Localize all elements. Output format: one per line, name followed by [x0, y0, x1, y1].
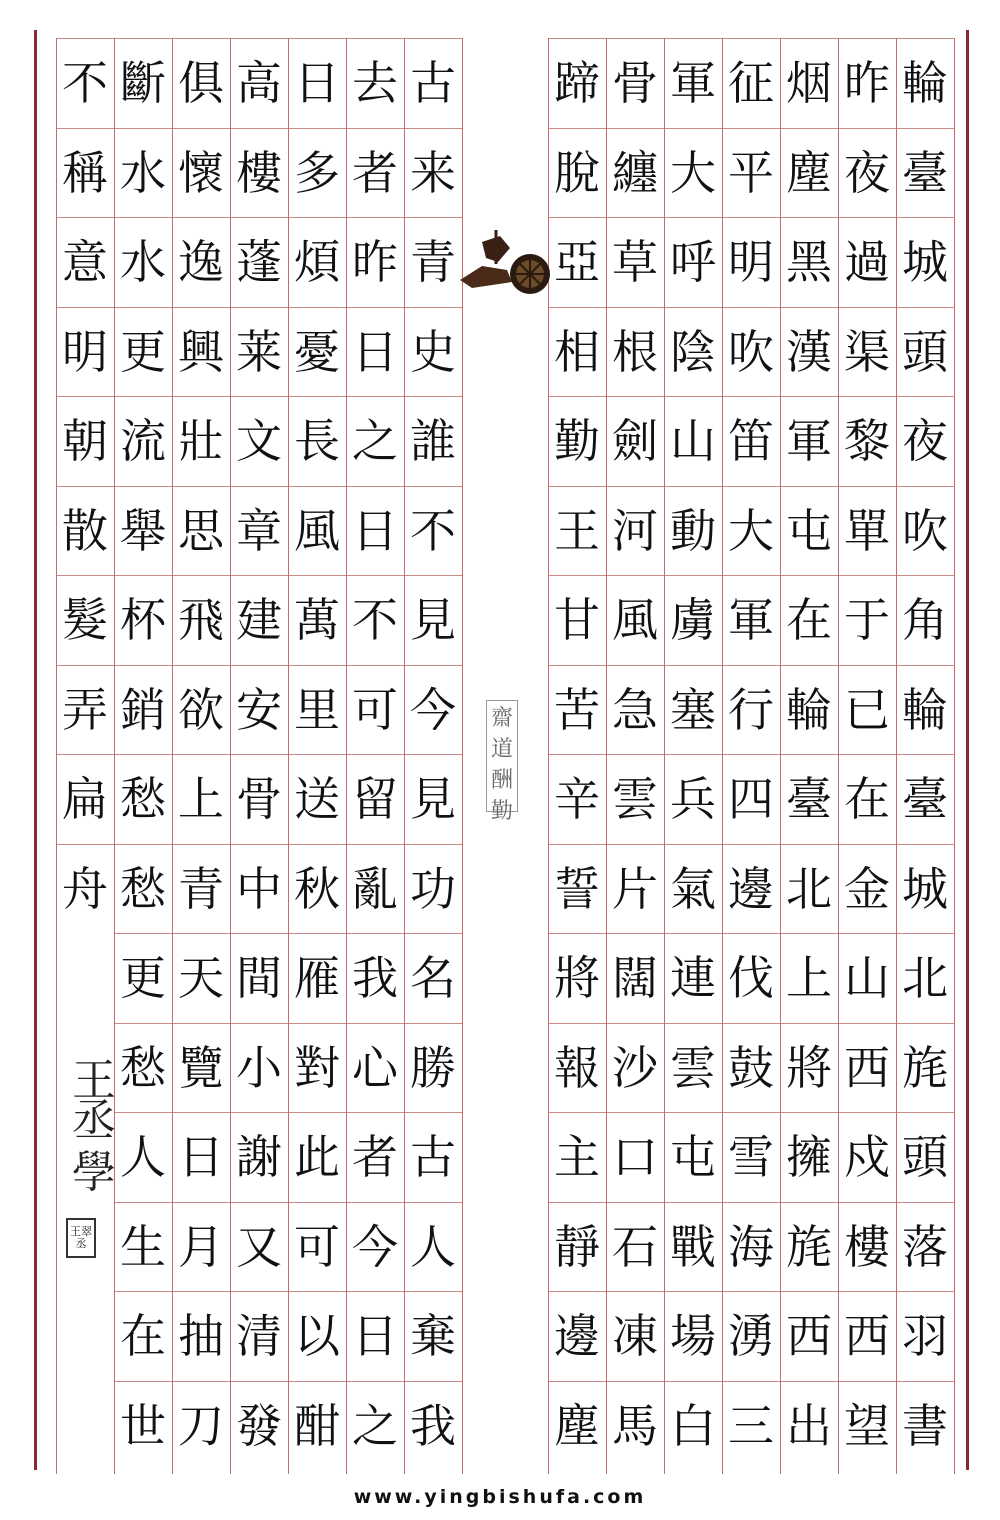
right-char: 根 — [606, 307, 664, 396]
left-char: 覽 — [172, 1023, 230, 1112]
left-char: 朝 — [56, 396, 114, 485]
left-char: 更 — [114, 307, 172, 396]
right-char: 場 — [664, 1291, 722, 1380]
left-column-2 — [346, 38, 404, 1474]
right-char: 漢 — [780, 307, 838, 396]
left-char: 之 — [346, 396, 404, 485]
right-char: 征 — [722, 38, 780, 127]
signature-char-1: 王 — [72, 1055, 116, 1106]
right-char: 西 — [838, 1291, 896, 1380]
right-char: 海 — [722, 1202, 780, 1291]
right-grid-line — [664, 38, 665, 1474]
left-char: 舉 — [114, 486, 172, 575]
left-char: 不 — [346, 575, 404, 664]
right-column-2 — [838, 38, 896, 1474]
left-char: 刀 — [172, 1381, 230, 1470]
left-char: 壯 — [172, 396, 230, 485]
left-char: 安 — [230, 665, 288, 754]
left-char: 思 — [172, 486, 230, 575]
left-char: 見 — [404, 754, 462, 843]
left-char: 愁 — [114, 1023, 172, 1112]
right-char: 臺 — [896, 754, 954, 843]
left-column-3 — [288, 38, 346, 1474]
left-char: 飛 — [172, 575, 230, 664]
left-char: 樓 — [230, 128, 288, 217]
right-char: 勤 — [548, 396, 606, 485]
right-char: 辛 — [548, 754, 606, 843]
right-char: 主 — [548, 1112, 606, 1201]
left-char: 誰 — [404, 396, 462, 485]
left-char: 名 — [404, 933, 462, 1022]
footer-url[interactable]: www.yingbishufa.com — [353, 1486, 647, 1508]
right-char: 樓 — [838, 1202, 896, 1291]
right-column-5 — [664, 38, 722, 1474]
right-char: 草 — [606, 217, 664, 306]
left-grid-line — [288, 38, 289, 1474]
left-char: 杯 — [114, 575, 172, 664]
right-char: 金 — [838, 844, 896, 933]
left-char: 愁 — [114, 844, 172, 933]
right-char: 屯 — [664, 1112, 722, 1201]
left-char: 風 — [288, 486, 346, 575]
left-char: 心 — [346, 1023, 404, 1112]
right-char: 誓 — [548, 844, 606, 933]
center-seal — [486, 700, 518, 824]
right-char: 城 — [896, 844, 954, 933]
left-char: 日 — [346, 307, 404, 396]
right-char: 黎 — [838, 396, 896, 485]
right-char: 劍 — [606, 396, 664, 485]
right-char: 雲 — [664, 1023, 722, 1112]
right-char: 城 — [896, 217, 954, 306]
right-char: 明 — [722, 217, 780, 306]
right-char: 落 — [896, 1202, 954, 1291]
right-char: 白 — [664, 1381, 722, 1470]
left-char: 去 — [346, 38, 404, 127]
right-char: 輪 — [896, 38, 954, 127]
left-char: 日 — [346, 1291, 404, 1380]
left-char: 以 — [288, 1291, 346, 1380]
right-grid-line — [954, 38, 955, 1474]
right-char: 笛 — [722, 396, 780, 485]
center-seal-char: 酬 — [490, 768, 513, 793]
right-char: 伐 — [722, 933, 780, 1022]
right-grid-line — [838, 38, 839, 1474]
left-column-5 — [172, 38, 230, 1474]
left-char: 今 — [404, 665, 462, 754]
right-char: 纏 — [606, 128, 664, 217]
right-column-3 — [780, 38, 838, 1474]
left-char: 青 — [172, 844, 230, 933]
left-char: 興 — [172, 307, 230, 396]
left-char: 者 — [346, 1112, 404, 1201]
right-char: 渠 — [838, 307, 896, 396]
right-char: 輪 — [780, 665, 838, 754]
right-char: 相 — [548, 307, 606, 396]
left-char: 發 — [230, 1381, 288, 1470]
left-grid-line — [56, 38, 57, 1474]
left-char: 稱 — [56, 128, 114, 217]
left-char: 蓬 — [230, 217, 288, 306]
left-char: 莱 — [230, 307, 288, 396]
left-char: 多 — [288, 128, 346, 217]
right-char: 西 — [838, 1023, 896, 1112]
right-char: 風 — [606, 575, 664, 664]
right-char: 大 — [722, 486, 780, 575]
left-char: 我 — [404, 1381, 462, 1470]
left-char: 人 — [404, 1202, 462, 1291]
right-char: 凍 — [606, 1291, 664, 1380]
left-char: 清 — [230, 1291, 288, 1380]
right-char: 臺 — [896, 128, 954, 217]
left-char: 見 — [404, 575, 462, 664]
left-char: 意 — [56, 217, 114, 306]
right-char: 邊 — [548, 1291, 606, 1380]
left-char: 我 — [346, 933, 404, 1022]
left-char: 扁 — [56, 754, 114, 843]
right-char: 闊 — [606, 933, 664, 1022]
right-column-6 — [606, 38, 664, 1474]
left-char: 水 — [114, 217, 172, 306]
right-char: 四 — [722, 754, 780, 843]
left-char: 水 — [114, 128, 172, 217]
left-char: 功 — [404, 844, 462, 933]
artist-seal: 王翠丞 — [66, 1218, 96, 1258]
right-char: 塞 — [664, 665, 722, 754]
right-char: 湧 — [722, 1291, 780, 1380]
right-char: 烟 — [780, 38, 838, 127]
left-char: 弄 — [56, 665, 114, 754]
left-grid-line — [230, 38, 231, 1474]
left-panel — [56, 38, 460, 1474]
right-char: 塵 — [780, 128, 838, 217]
right-char: 骨 — [606, 38, 664, 127]
right-char: 連 — [664, 933, 722, 1022]
left-char: 日 — [288, 38, 346, 127]
right-char: 屯 — [780, 486, 838, 575]
left-char: 送 — [288, 754, 346, 843]
right-char: 氣 — [664, 844, 722, 933]
left-char: 愁 — [114, 754, 172, 843]
right-char: 平 — [722, 128, 780, 217]
left-char: 此 — [288, 1112, 346, 1201]
right-char: 羽 — [896, 1291, 954, 1380]
left-grid-line — [346, 38, 347, 1474]
right-char: 山 — [838, 933, 896, 1022]
left-char: 舟 — [56, 844, 114, 933]
left-char: 世 — [114, 1381, 172, 1470]
left-char: 秋 — [288, 844, 346, 933]
right-char: 片 — [606, 844, 664, 933]
right-char: 急 — [606, 665, 664, 754]
left-char: 上 — [172, 754, 230, 843]
left-char: 天 — [172, 933, 230, 1022]
right-char: 過 — [838, 217, 896, 306]
right-char: 兵 — [664, 754, 722, 843]
right-char: 甘 — [548, 575, 606, 664]
right-char: 單 — [838, 486, 896, 575]
left-char: 雁 — [288, 933, 346, 1022]
left-char: 間 — [230, 933, 288, 1022]
right-grid-line — [722, 38, 723, 1474]
left-column-6 — [114, 38, 172, 1474]
left-grid-line — [114, 38, 115, 1474]
right-char: 已 — [838, 665, 896, 754]
left-char: 在 — [114, 1291, 172, 1380]
left-char: 小 — [230, 1023, 288, 1112]
left-char: 不 — [56, 38, 114, 127]
right-char: 呼 — [664, 217, 722, 306]
right-char: 西 — [780, 1291, 838, 1380]
right-char: 輪 — [896, 665, 954, 754]
left-char: 欲 — [172, 665, 230, 754]
left-char: 憂 — [288, 307, 346, 396]
right-char: 夜 — [838, 128, 896, 217]
left-char: 日 — [346, 486, 404, 575]
left-char: 者 — [346, 128, 404, 217]
right-char: 將 — [548, 933, 606, 1022]
right-char: 在 — [780, 575, 838, 664]
right-char: 雪 — [722, 1112, 780, 1201]
left-char: 中 — [230, 844, 288, 933]
right-char: 旄 — [896, 1023, 954, 1112]
left-char: 留 — [346, 754, 404, 843]
chariot-icon — [452, 222, 552, 302]
center-seal-char: 道 — [490, 737, 513, 762]
left-char: 青 — [404, 217, 462, 306]
right-char: 脫 — [548, 128, 606, 217]
right-char: 石 — [606, 1202, 664, 1291]
left-char: 散 — [56, 486, 114, 575]
left-char: 史 — [404, 307, 462, 396]
right-char: 戍 — [838, 1112, 896, 1201]
left-char: 又 — [230, 1202, 288, 1291]
right-char: 將 — [780, 1023, 838, 1112]
left-column-7 — [56, 38, 114, 1474]
left-char: 人 — [114, 1112, 172, 1201]
left-char: 抽 — [172, 1291, 230, 1380]
left-char: 更 — [114, 933, 172, 1022]
right-grid-line — [606, 38, 607, 1474]
right-char: 軍 — [780, 396, 838, 485]
left-char: 古 — [404, 38, 462, 127]
right-char: 黑 — [780, 217, 838, 306]
left-char: 古 — [404, 1112, 462, 1201]
left-char: 亂 — [346, 844, 404, 933]
right-char: 角 — [896, 575, 954, 664]
left-char: 日 — [172, 1112, 230, 1201]
right-char: 動 — [664, 486, 722, 575]
right-char: 戰 — [664, 1202, 722, 1291]
right-char: 陰 — [664, 307, 722, 396]
left-char: 對 — [288, 1023, 346, 1112]
right-char: 沙 — [606, 1023, 664, 1112]
right-char: 雲 — [606, 754, 664, 843]
left-char: 髮 — [56, 575, 114, 664]
right-char: 出 — [780, 1381, 838, 1470]
left-char: 高 — [230, 38, 288, 127]
right-column-1 — [896, 38, 954, 1474]
right-char: 吹 — [722, 307, 780, 396]
left-char: 里 — [288, 665, 346, 754]
right-char: 北 — [896, 933, 954, 1022]
signature-char-3: 學 — [72, 1147, 116, 1198]
right-char: 頭 — [896, 1112, 954, 1201]
right-char: 山 — [664, 396, 722, 485]
right-char: 大 — [664, 128, 722, 217]
right-char: 報 — [548, 1023, 606, 1112]
right-char: 亞 — [548, 217, 606, 306]
right-char: 擁 — [780, 1112, 838, 1201]
left-char: 之 — [346, 1381, 404, 1470]
left-char: 俱 — [172, 38, 230, 127]
left-char: 懷 — [172, 128, 230, 217]
left-char: 流 — [114, 396, 172, 485]
left-char: 章 — [230, 486, 288, 575]
right-char: 夜 — [896, 396, 954, 485]
outer-border-right — [966, 30, 969, 1470]
right-char: 鼓 — [722, 1023, 780, 1112]
right-char: 書 — [896, 1381, 954, 1470]
left-char: 勝 — [404, 1023, 462, 1112]
right-column-4 — [722, 38, 780, 1474]
right-char: 望 — [838, 1381, 896, 1470]
right-char: 邊 — [722, 844, 780, 933]
right-char: 于 — [838, 575, 896, 664]
right-char: 在 — [838, 754, 896, 843]
outer-border-left — [34, 30, 37, 1470]
left-char: 謝 — [230, 1112, 288, 1201]
right-char: 馬 — [606, 1381, 664, 1470]
center-seal-char: 齋 — [490, 706, 513, 731]
left-char: 銷 — [114, 665, 172, 754]
right-char: 三 — [722, 1381, 780, 1470]
right-char: 苦 — [548, 665, 606, 754]
left-char: 可 — [346, 665, 404, 754]
right-char: 蹄 — [548, 38, 606, 127]
right-char: 上 — [780, 933, 838, 1022]
right-char: 靜 — [548, 1202, 606, 1291]
left-char: 生 — [114, 1202, 172, 1291]
left-char: 長 — [288, 396, 346, 485]
right-column-7 — [548, 38, 606, 1474]
center-seal-char: 勤 — [490, 799, 513, 824]
left-column-4 — [230, 38, 288, 1474]
right-char: 虜 — [664, 575, 722, 664]
left-char: 骨 — [230, 754, 288, 843]
left-char: 萬 — [288, 575, 346, 664]
right-grid-line — [780, 38, 781, 1474]
right-char: 王 — [548, 486, 606, 575]
left-char: 可 — [288, 1202, 346, 1291]
left-char: 不 — [404, 486, 462, 575]
left-char: 文 — [230, 396, 288, 485]
right-panel — [548, 38, 956, 1474]
left-grid-line — [404, 38, 405, 1474]
left-char: 明 — [56, 307, 114, 396]
right-char: 軍 — [664, 38, 722, 127]
right-char: 河 — [606, 486, 664, 575]
right-char: 北 — [780, 844, 838, 933]
left-char: 酣 — [288, 1381, 346, 1470]
right-char: 口 — [606, 1112, 664, 1201]
left-char: 来 — [404, 128, 462, 217]
right-char: 軍 — [722, 575, 780, 664]
right-char: 頭 — [896, 307, 954, 396]
left-char: 斷 — [114, 38, 172, 127]
left-char: 煩 — [288, 217, 346, 306]
right-grid-line — [896, 38, 897, 1474]
left-char: 昨 — [346, 217, 404, 306]
left-grid-line — [172, 38, 173, 1474]
right-char: 旄 — [780, 1202, 838, 1291]
left-char: 月 — [172, 1202, 230, 1291]
signature-char-2: 丞 — [72, 1095, 116, 1146]
left-char: 逸 — [172, 217, 230, 306]
right-char: 吹 — [896, 486, 954, 575]
left-char: 棄 — [404, 1291, 462, 1380]
left-char: 今 — [346, 1202, 404, 1291]
right-char: 臺 — [780, 754, 838, 843]
left-char: 建 — [230, 575, 288, 664]
right-char: 塵 — [548, 1381, 606, 1470]
right-char: 行 — [722, 665, 780, 754]
right-char: 昨 — [838, 38, 896, 127]
